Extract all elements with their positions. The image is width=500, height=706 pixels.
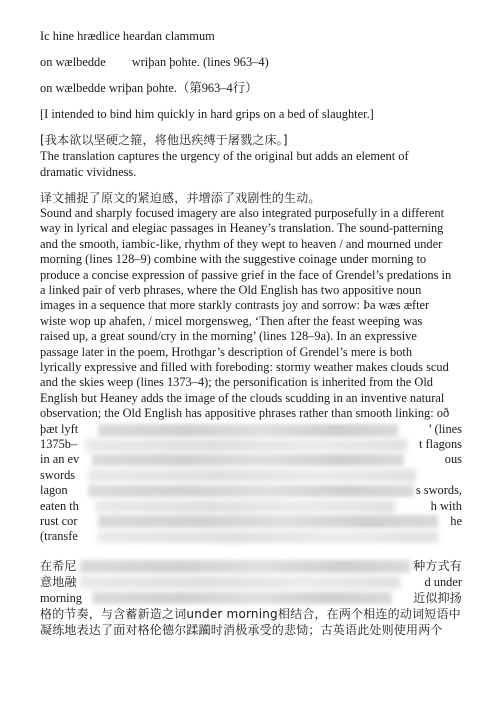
paragraph-line: produce a concise expression of passive grief in the face of Grendel’s predations in xyxy=(40,267,452,282)
fragment: lagon xyxy=(40,483,68,498)
chinese-line: 凝练地表达了面对格伦德尔蹂躏时消极承受的悲恸；古英语此处则使用两个 xyxy=(40,622,443,637)
fragment: ’ (lines xyxy=(428,421,462,436)
paragraph-line: morning (lines 128–9) combine with the suggestive coinage under morning to xyxy=(40,252,427,267)
fragment: (transfe xyxy=(40,529,78,544)
paragraph-line: lyrically expressive and filled with foreboding: stormy weather makes clouds scud xyxy=(40,360,449,375)
document-page xyxy=(40,28,462,642)
paragraph-line: a linked pair of verb phrases, where the Old English has two appositive noun xyxy=(40,283,422,298)
fragment: rust cor xyxy=(40,514,78,529)
paragraph-line: and the smooth, iambic-like, rhythm of they wept to heaven / and mourned under xyxy=(40,236,443,251)
fragment: s swords, xyxy=(415,483,462,498)
old-english-line-2 xyxy=(40,54,462,70)
fragment: 意地融 xyxy=(40,574,77,589)
old-english-line-2-b: wriþan þohte. (lines 963–4) xyxy=(131,55,269,69)
fragment: 近似抑扬 xyxy=(413,590,462,605)
paragraph-line: English but Heaney adds the image of the clouds scudding in an inventive natural xyxy=(40,390,445,405)
fragment: t flagons xyxy=(418,437,462,452)
old-english-line-1: Ic hine hrædlice heardan clammum xyxy=(40,29,215,43)
paragraph-line: raised up, a great sound/cry in the morning’ (lines 128–9a). In an expressive xyxy=(40,329,417,344)
chinese-commentary: 译文捕捉了原文的紧迫感，并增添了戏剧性的生动。 xyxy=(40,191,321,205)
fragment: d under xyxy=(424,574,462,589)
fragment: 种方式有 xyxy=(413,558,462,573)
fragment: in an ev xyxy=(40,452,80,467)
old-english-line-3: on wælbedde wriþan þohte.（第963–4行） xyxy=(40,81,258,95)
paragraph-line: and the skies weep (lines 1373–4); the personification is inherited from the Old xyxy=(40,375,433,390)
paragraph-line: wiste wop up ahafen, / micel morgensweg, ‘Then after the feast weeping was xyxy=(40,313,423,328)
chinese-translation: [我本欲以坚硬之箍，将他迅疾缚于屠戮之床。] xyxy=(40,133,288,147)
paragraph-line: way in lyrical and elegiac passages in Heaney’s translation. The sound-patterning xyxy=(40,221,444,236)
fragment: he xyxy=(450,514,462,529)
fragment: eaten th xyxy=(40,498,79,513)
paragraph-line: passage later in the poem, Hrothgar’s description of Grendel’s mere is both xyxy=(40,344,413,359)
paragraph-line: Sound and sharply focused imagery are also integrated purposefully in a different xyxy=(40,206,445,220)
fragment: 1375b– xyxy=(40,437,78,452)
fragment: swords xyxy=(40,467,76,482)
redacted-region-english xyxy=(40,422,462,546)
commentary-line-1: The translation captures the urgency of the original but adds an element of xyxy=(40,149,409,163)
paragraph-line: images in a sequence that more starkly contrasts joy and sorrow: Þa wæs æfter xyxy=(40,298,430,313)
redacted-region-chinese xyxy=(40,558,462,642)
main-paragraph xyxy=(40,206,462,546)
fragment: h with xyxy=(430,498,462,513)
commentary-line-2: dramatic vividness. xyxy=(40,165,137,179)
fragment: 在希尼 xyxy=(40,558,77,573)
old-english-line-2-a: on wælbedde xyxy=(40,55,106,69)
fragment: ous xyxy=(444,452,462,467)
fragment: morning xyxy=(40,590,82,605)
chinese-line: 格的节奏，与含蓄新造之词under morning相结合，在两个相连的动词短语中 xyxy=(40,606,461,621)
fragment: þæt lyft xyxy=(40,421,79,436)
paragraph-line: observation; the Old English has appositive phrases rather than smooth linking: oð xyxy=(40,406,450,421)
english-translation: [I intended to bind him quickly in hard grips on a bed of slaughter.] xyxy=(40,107,374,121)
